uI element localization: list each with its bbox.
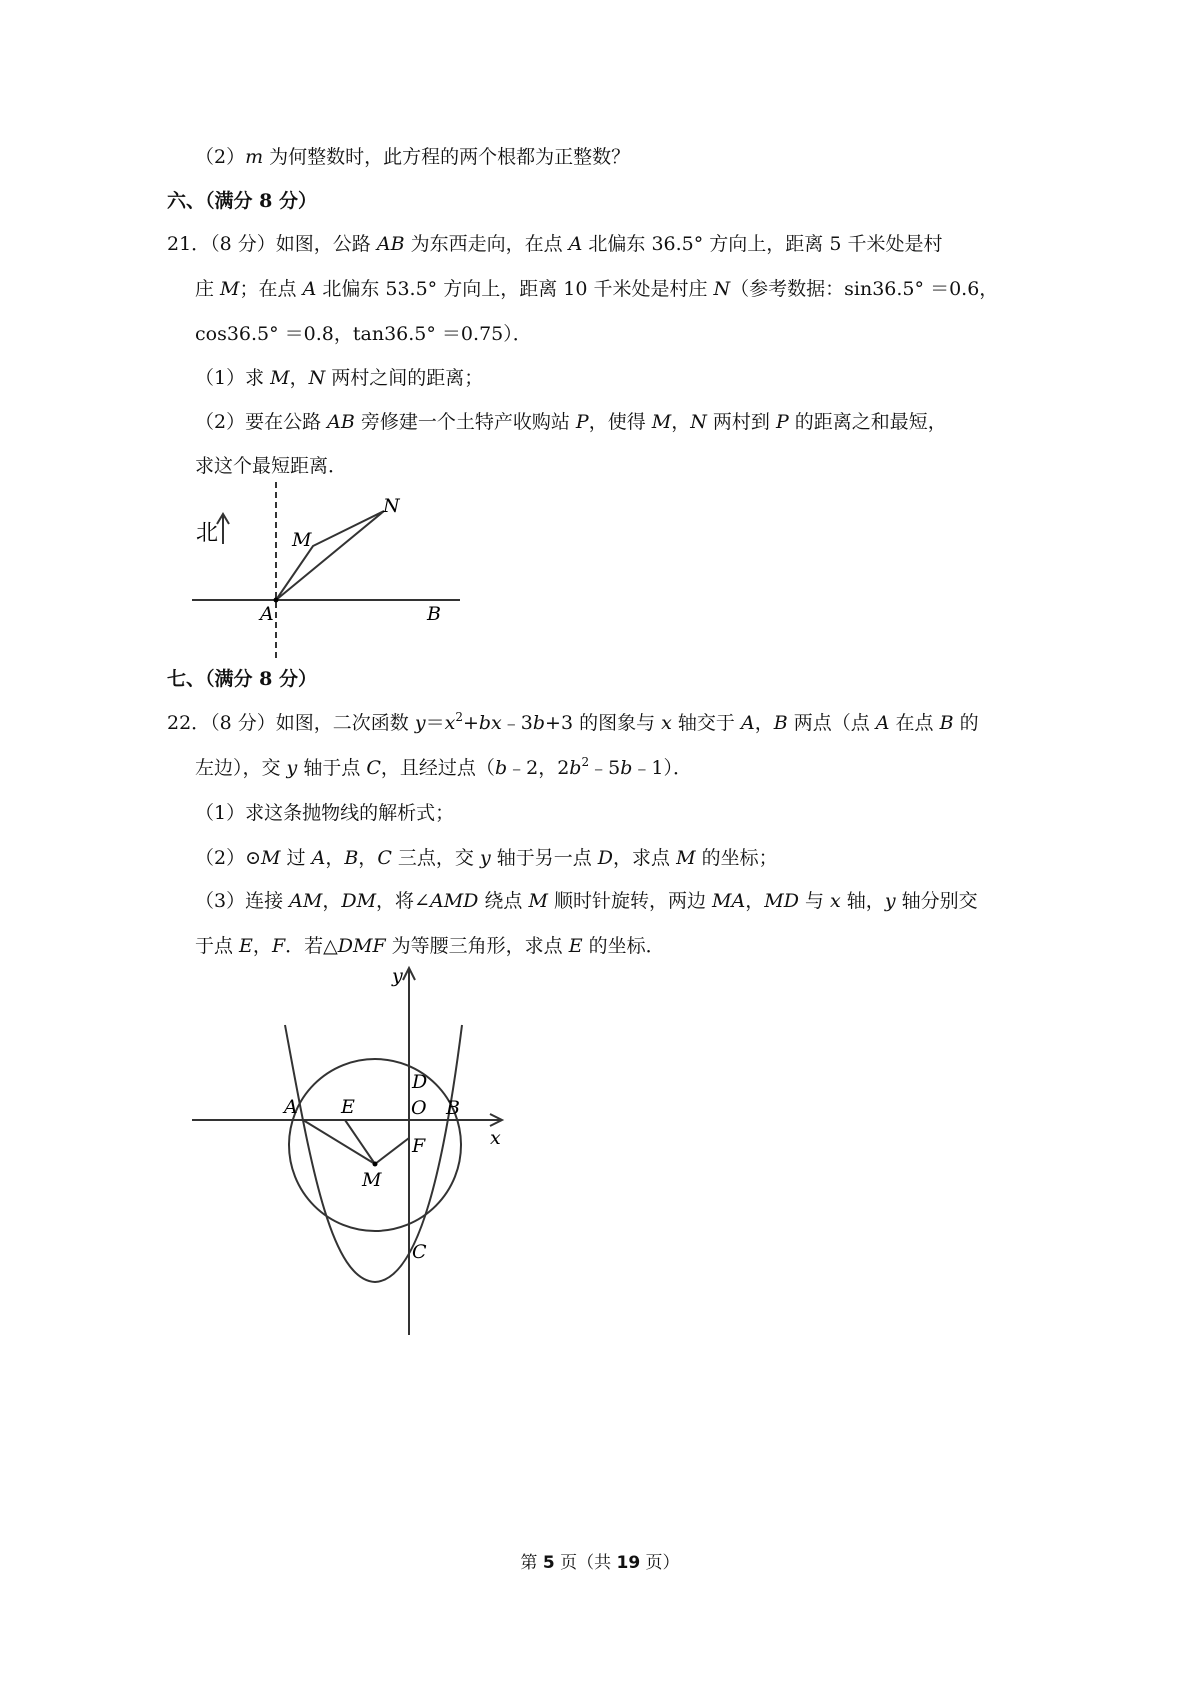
path-a-m-n	[276, 511, 384, 600]
page-footer: 第 5 页（共 19 页）	[520, 1553, 680, 1573]
q22-line1: 22．（8 分）如图，二次函数 $y=x^2+bx﹣3b+3$ 的图象与 x 轴交于 A，B 两点（点 A 在点 B 的	[167, 710, 979, 734]
q22-part3-cont: 于点 E，F．若△DMF 为等腰三角形，求点 E 的坐标．	[195, 935, 665, 957]
q21-part2: （2）要在公路 AB 旁修建一个土特产收购站 P，使得 M，N 两村到 P 的距离之和最短，	[195, 411, 947, 433]
label-o: O	[411, 1097, 427, 1119]
label-n: N	[383, 495, 400, 517]
q21-line2: 庄 M；在点 A 北偏东 53.5° 方向上，距离 10 千米处是村庄 N（参考数据：sin36.5° ＝0.6，	[195, 278, 999, 300]
label-a: A	[260, 603, 274, 625]
q22-part3: （3）连接 AM，DM，将∠AMD 绕点 M 顺时针旋转，两边 MA，MD 与 x 轴，y 轴分别交	[195, 890, 978, 912]
q22-line2: 左边），交 y 轴于点 C，且经过点（b﹣2，$2b^2﹣5b﹣1$）．	[195, 755, 692, 779]
segments-a-m-e	[303, 1120, 375, 1164]
q22-figure	[190, 960, 520, 1340]
q21-figure	[190, 480, 490, 660]
label-c: C	[412, 1241, 427, 1263]
label-d: D	[412, 1071, 428, 1093]
label-e: E	[341, 1096, 355, 1118]
north-arrow-icon	[217, 514, 229, 544]
q21-line3: cos36.5° ＝0.8，tan36.5° ＝0.75）．	[195, 323, 532, 345]
north-label: 北	[196, 521, 219, 546]
point-m	[373, 1162, 378, 1167]
label-b: B	[427, 603, 441, 625]
segment-m-f	[375, 1138, 409, 1164]
label-y: y	[392, 965, 403, 987]
label-a: A	[284, 1096, 298, 1118]
q21-part1: （1）求 M，N 两村之间的距离；	[195, 367, 484, 389]
label-b: B	[446, 1097, 460, 1119]
parabola	[285, 1025, 462, 1282]
q20-part2: （2）m 为何整数时，此方程的两个根都为正整数？	[195, 146, 631, 168]
point-a	[274, 598, 279, 603]
q21-line1: 21．（8 分）如图，公路 AB 为东西走向，在点 A 北偏东 36.5° 方向上，距离 5 千米处是村	[167, 233, 943, 255]
q21-part2-cont: 求这个最短距离．	[195, 455, 348, 477]
section-6-title: 六、（满分 8 分）	[167, 190, 317, 212]
label-f: F	[412, 1135, 426, 1157]
q22-part2: （2）⊙M 过 A，B，C 三点，交 y 轴于另一点 D，求点 M 的坐标；	[195, 847, 778, 869]
circle-m	[289, 1059, 461, 1231]
q22-part1: （1）求这条抛物线的解析式；	[195, 802, 455, 824]
section-7-title: 七、（满分 8 分）	[167, 668, 317, 690]
label-m: M	[292, 529, 312, 551]
label-x: x	[490, 1127, 501, 1149]
label-m: M	[362, 1169, 382, 1191]
